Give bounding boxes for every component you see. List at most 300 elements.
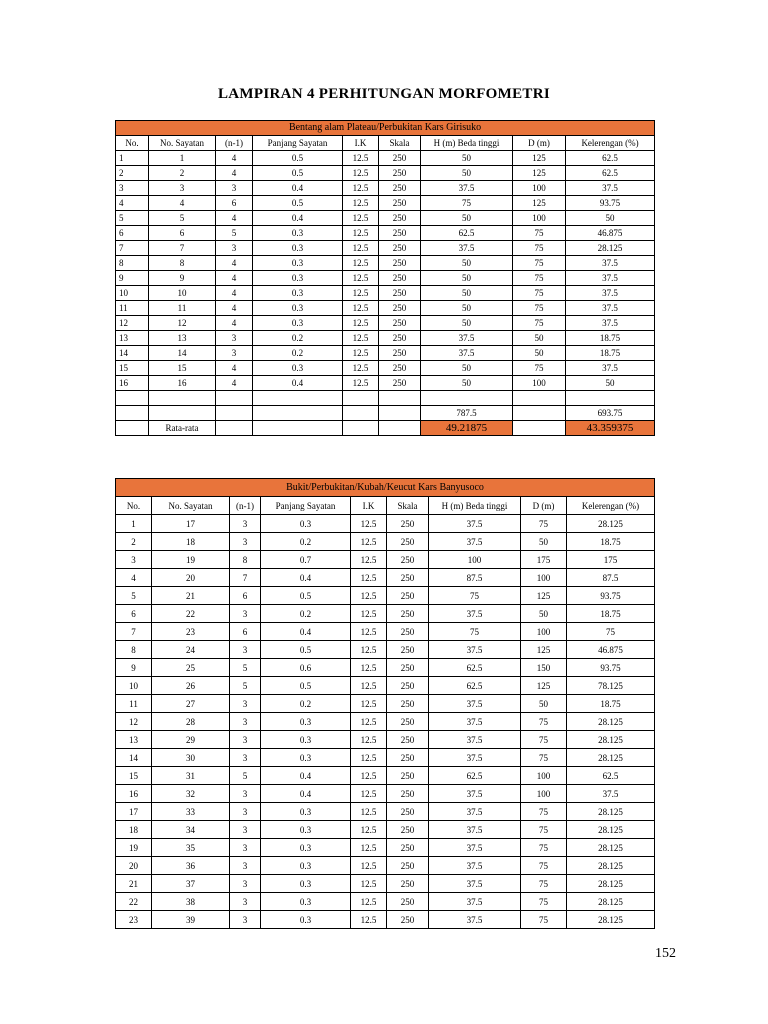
cell-beda-tinggi: 37.5 [429,731,521,749]
empty-cell [343,421,379,436]
cell-beda-tinggi: 50 [421,376,513,391]
empty-cell [116,421,149,436]
cell-kelerengan: 37.5 [566,316,655,331]
table-row [116,316,655,331]
table-row [116,241,655,256]
cell-beda-tinggi: 37.5 [429,641,521,659]
cell-ik: 12.5 [351,821,387,839]
total-kelerengan: 693.75 [566,406,655,421]
cell-no: 23 [116,911,152,929]
table-row [116,551,655,569]
cell-d: 75 [513,241,566,256]
cell-panjang-sayatan: 0.4 [261,569,351,587]
cell-skala: 250 [379,286,421,301]
empty-cell [421,391,513,406]
cell-skala: 250 [387,821,429,839]
cell-kelerengan: 75 [567,623,655,641]
column-header-d: D (m) [513,136,566,151]
cell-ik: 12.5 [351,695,387,713]
cell-ik: 12.5 [343,361,379,376]
cell-ik: 12.5 [351,515,387,533]
cell-no: 6 [116,226,149,241]
cell-beda-tinggi: 37.5 [429,803,521,821]
cell-ik: 12.5 [343,376,379,391]
table-row [116,713,655,731]
column-header-panjang-sayatan: Panjang Sayatan [261,497,351,515]
cell-d: 125 [521,641,567,659]
cell-kelerengan: 28.125 [567,875,655,893]
cell-skala: 250 [379,301,421,316]
column-header-kelerengan: Kelerengan (%) [566,136,655,151]
table-row [116,211,655,226]
cell-skala: 250 [387,839,429,857]
cell-beda-tinggi: 37.5 [429,839,521,857]
cell-skala: 250 [387,713,429,731]
cell-no-sayatan: 5 [149,211,216,226]
cell-d: 75 [521,893,567,911]
table-row [116,587,655,605]
cell-panjang-sayatan: 0.2 [261,695,351,713]
cell-no: 17 [116,803,152,821]
column-header-kelerengan: Kelerengan (%) [567,497,655,515]
cell-no: 1 [116,151,149,166]
cell-d: 100 [513,181,566,196]
cell-beda-tinggi: 62.5 [429,677,521,695]
cell-kelerengan: 37.5 [566,361,655,376]
cell-n-minus-1: 4 [216,316,253,331]
cell-beda-tinggi: 50 [421,151,513,166]
cell-ik: 12.5 [343,256,379,271]
cell-ik: 12.5 [343,286,379,301]
table-row [116,821,655,839]
cell-n-minus-1: 5 [230,659,261,677]
cell-no: 13 [116,731,152,749]
cell-d: 175 [521,551,567,569]
cell-no: 2 [116,533,152,551]
table-row [116,911,655,929]
column-header-n-minus-1: (n-1) [216,136,253,151]
cell-no-sayatan: 8 [149,256,216,271]
cell-kelerengan: 50 [566,211,655,226]
cell-skala: 250 [387,911,429,929]
cell-no-sayatan: 17 [152,515,230,533]
cell-ik: 12.5 [351,893,387,911]
cell-kelerengan: 18.75 [567,605,655,623]
cell-skala: 250 [387,785,429,803]
cell-d: 75 [513,226,566,241]
cell-beda-tinggi: 50 [421,271,513,286]
table-row [116,623,655,641]
cell-skala: 250 [387,749,429,767]
cell-ik: 12.5 [343,226,379,241]
cell-skala: 250 [379,196,421,211]
cell-panjang-sayatan: 0.3 [253,271,343,286]
cell-skala: 250 [387,731,429,749]
cell-d: 75 [521,803,567,821]
cell-beda-tinggi: 50 [421,166,513,181]
cell-n-minus-1: 5 [230,677,261,695]
cell-kelerengan: 93.75 [567,659,655,677]
empty-cell [116,391,149,406]
cell-kelerengan: 28.125 [567,893,655,911]
cell-no: 19 [116,839,152,857]
cell-beda-tinggi: 75 [429,587,521,605]
table-row [116,533,655,551]
cell-n-minus-1: 3 [230,695,261,713]
cell-skala: 250 [387,515,429,533]
cell-no-sayatan: 39 [152,911,230,929]
cell-skala: 250 [379,346,421,361]
table-row [116,857,655,875]
cell-n-minus-1: 3 [230,731,261,749]
cell-ik: 12.5 [343,166,379,181]
cell-kelerengan: 28.125 [567,713,655,731]
cell-n-minus-1: 4 [216,361,253,376]
cell-kelerengan: 28.125 [567,803,655,821]
cell-d: 75 [521,515,567,533]
cell-no: 22 [116,893,152,911]
cell-no-sayatan: 3 [149,181,216,196]
cell-skala: 250 [387,623,429,641]
cell-panjang-sayatan: 0.3 [261,893,351,911]
cell-d: 125 [513,166,566,181]
cell-no: 9 [116,659,152,677]
cell-no: 3 [116,181,149,196]
cell-no: 14 [116,346,149,361]
cell-ik: 12.5 [351,605,387,623]
cell-kelerengan: 46.875 [567,641,655,659]
cell-no: 4 [116,569,152,587]
cell-d: 75 [521,821,567,839]
cell-d: 100 [513,376,566,391]
cell-beda-tinggi: 87.5 [429,569,521,587]
cell-beda-tinggi: 50 [421,316,513,331]
table-row [116,256,655,271]
empty-cell [343,406,379,421]
cell-panjang-sayatan: 0.3 [261,821,351,839]
cell-beda-tinggi: 37.5 [429,605,521,623]
morphometry-table-banyusoco [115,478,655,929]
cell-d: 125 [513,151,566,166]
cell-kelerengan: 28.125 [567,857,655,875]
empty-cell [253,406,343,421]
table-row [116,331,655,346]
cell-panjang-sayatan: 0.4 [253,181,343,196]
empty-cell [216,406,253,421]
cell-kelerengan: 28.125 [567,749,655,767]
table-row [116,346,655,361]
table-row [116,271,655,286]
cell-n-minus-1: 3 [230,713,261,731]
cell-skala: 250 [379,271,421,286]
cell-panjang-sayatan: 0.3 [261,839,351,857]
cell-n-minus-1: 3 [230,641,261,659]
column-header-beda-tinggi: H (m) Beda tinggi [429,497,521,515]
empty-cell [116,406,149,421]
cell-panjang-sayatan: 0.2 [261,533,351,551]
cell-kelerengan: 37.5 [566,286,655,301]
cell-n-minus-1: 4 [216,376,253,391]
cell-skala: 250 [387,533,429,551]
cell-panjang-sayatan: 0.3 [261,857,351,875]
cell-no: 14 [116,749,152,767]
cell-panjang-sayatan: 0.3 [253,361,343,376]
cell-n-minus-1: 3 [230,875,261,893]
cell-kelerengan: 37.5 [566,301,655,316]
column-header-no: No. [116,497,152,515]
cell-no-sayatan: 29 [152,731,230,749]
cell-beda-tinggi: 37.5 [429,533,521,551]
cell-no-sayatan: 9 [149,271,216,286]
cell-no: 5 [116,587,152,605]
average-row [116,421,655,436]
cell-beda-tinggi: 37.5 [429,515,521,533]
cell-panjang-sayatan: 0.3 [253,316,343,331]
cell-n-minus-1: 4 [216,271,253,286]
cell-beda-tinggi: 75 [429,623,521,641]
cell-d: 150 [521,659,567,677]
cell-no-sayatan: 7 [149,241,216,256]
column-header-beda-tinggi: H (m) Beda tinggi [421,136,513,151]
cell-no: 3 [116,551,152,569]
table-row [116,286,655,301]
cell-no: 13 [116,331,149,346]
cell-no-sayatan: 23 [152,623,230,641]
cell-panjang-sayatan: 0.3 [253,301,343,316]
cell-kelerengan: 18.75 [567,695,655,713]
cell-skala: 250 [387,605,429,623]
cell-ik: 12.5 [343,271,379,286]
table-caption: Bukit/Perbukitan/Kubah/Keucut Kars Banyusoco [116,479,655,497]
cell-no-sayatan: 14 [149,346,216,361]
total-row [116,406,655,421]
cell-no: 12 [116,316,149,331]
cell-beda-tinggi: 50 [421,361,513,376]
cell-no-sayatan: 20 [152,569,230,587]
table-row [116,641,655,659]
empty-cell [566,391,655,406]
cell-n-minus-1: 7 [230,569,261,587]
cell-panjang-sayatan: 0.3 [261,515,351,533]
empty-cell [513,421,566,436]
cell-panjang-sayatan: 0.4 [261,623,351,641]
cell-beda-tinggi: 37.5 [429,785,521,803]
cell-n-minus-1: 3 [230,605,261,623]
cell-kelerengan: 78.125 [567,677,655,695]
cell-d: 100 [521,569,567,587]
cell-panjang-sayatan: 0.3 [261,911,351,929]
cell-no: 2 [116,166,149,181]
cell-ik: 12.5 [343,316,379,331]
cell-ik: 12.5 [351,569,387,587]
cell-beda-tinggi: 62.5 [429,659,521,677]
table-row [116,361,655,376]
cell-skala: 250 [379,376,421,391]
empty-cell [513,391,566,406]
cell-ik: 12.5 [351,749,387,767]
average-kelerengan: 43.359375 [566,421,655,436]
empty-cell [379,421,421,436]
column-header-no: No. [116,136,149,151]
cell-d: 75 [513,286,566,301]
cell-no: 10 [116,286,149,301]
cell-ik: 12.5 [351,659,387,677]
cell-d: 75 [521,875,567,893]
cell-no: 11 [116,695,152,713]
cell-ik: 12.5 [343,241,379,256]
cell-beda-tinggi: 37.5 [421,181,513,196]
cell-no-sayatan: 1 [149,151,216,166]
cell-panjang-sayatan: 0.5 [261,587,351,605]
empty-cell [149,391,216,406]
cell-beda-tinggi: 50 [421,211,513,226]
cell-panjang-sayatan: 0.3 [261,731,351,749]
cell-beda-tinggi: 37.5 [429,713,521,731]
cell-panjang-sayatan: 0.3 [261,749,351,767]
page-number: 152 [655,946,676,961]
cell-ik: 12.5 [351,713,387,731]
cell-beda-tinggi: 62.5 [421,226,513,241]
cell-no: 8 [116,256,149,271]
cell-ik: 12.5 [343,151,379,166]
cell-n-minus-1: 4 [216,286,253,301]
header-row [116,136,655,151]
cell-ik: 12.5 [343,196,379,211]
cell-no: 7 [116,623,152,641]
cell-ik: 12.5 [351,839,387,857]
cell-panjang-sayatan: 0.3 [253,256,343,271]
empty-cell [379,391,421,406]
cell-panjang-sayatan: 0.4 [253,211,343,226]
column-header-no-sayatan: No. Sayatan [149,136,216,151]
cell-n-minus-1: 3 [216,241,253,256]
cell-kelerengan: 87.5 [567,569,655,587]
table-row [116,151,655,166]
total-beda-tinggi: 787.5 [421,406,513,421]
cell-d: 125 [521,587,567,605]
cell-ik: 12.5 [351,533,387,551]
cell-skala: 250 [379,256,421,271]
cell-ik: 12.5 [343,346,379,361]
column-header-skala: Skala [379,136,421,151]
cell-kelerengan: 46.875 [566,226,655,241]
cell-kelerengan: 18.75 [566,331,655,346]
cell-kelerengan: 28.125 [567,515,655,533]
cell-ik: 12.5 [351,551,387,569]
cell-d: 50 [521,695,567,713]
cell-skala: 250 [387,569,429,587]
column-header-no-sayatan: No. Sayatan [152,497,230,515]
cell-panjang-sayatan: 0.5 [261,641,351,659]
table-caption: Bentang alam Plateau/Perbukitan Kars Girisuko [116,121,655,136]
cell-skala: 250 [379,166,421,181]
cell-n-minus-1: 4 [216,211,253,226]
cell-panjang-sayatan: 0.5 [253,196,343,211]
cell-n-minus-1: 4 [216,301,253,316]
average-beda-tinggi: 49.21875 [421,421,513,436]
cell-no-sayatan: 13 [149,331,216,346]
cell-beda-tinggi: 100 [429,551,521,569]
cell-skala: 250 [387,641,429,659]
cell-n-minus-1: 3 [230,785,261,803]
column-header-n-minus-1: (n-1) [230,497,261,515]
cell-no: 1 [116,515,152,533]
cell-d: 75 [521,731,567,749]
cell-ik: 12.5 [351,785,387,803]
table-row [116,875,655,893]
cell-n-minus-1: 3 [230,749,261,767]
cell-panjang-sayatan: 0.3 [253,226,343,241]
cell-beda-tinggi: 37.5 [421,331,513,346]
blank-row [116,391,655,406]
cell-beda-tinggi: 50 [421,286,513,301]
cell-d: 50 [521,605,567,623]
cell-d: 75 [521,713,567,731]
cell-panjang-sayatan: 0.4 [261,767,351,785]
cell-kelerengan: 62.5 [567,767,655,785]
cell-skala: 250 [387,695,429,713]
cell-no-sayatan: 18 [152,533,230,551]
empty-cell [513,406,566,421]
empty-cell [149,406,216,421]
cell-no: 20 [116,857,152,875]
cell-panjang-sayatan: 0.5 [253,151,343,166]
cell-panjang-sayatan: 0.2 [253,331,343,346]
cell-panjang-sayatan: 0.2 [253,346,343,361]
cell-d: 50 [521,533,567,551]
table-row [116,181,655,196]
cell-no-sayatan: 15 [149,361,216,376]
cell-no: 12 [116,713,152,731]
table-row [116,515,655,533]
cell-n-minus-1: 6 [230,623,261,641]
cell-d: 75 [513,361,566,376]
cell-no-sayatan: 30 [152,749,230,767]
cell-no: 16 [116,785,152,803]
cell-n-minus-1: 5 [216,226,253,241]
table-row [116,376,655,391]
cell-n-minus-1: 4 [216,256,253,271]
cell-no-sayatan: 16 [149,376,216,391]
table-row [116,803,655,821]
cell-panjang-sayatan: 0.4 [261,785,351,803]
cell-n-minus-1: 3 [230,803,261,821]
cell-ik: 12.5 [351,641,387,659]
cell-d: 100 [521,785,567,803]
cell-no: 7 [116,241,149,256]
cell-skala: 250 [379,316,421,331]
cell-no-sayatan: 22 [152,605,230,623]
table-row [116,196,655,211]
cell-kelerengan: 37.5 [566,271,655,286]
cell-no-sayatan: 26 [152,677,230,695]
cell-kelerengan: 28.125 [566,241,655,256]
cell-ik: 12.5 [351,623,387,641]
cell-skala: 250 [387,551,429,569]
cell-ik: 12.5 [343,211,379,226]
cell-d: 75 [513,271,566,286]
cell-no-sayatan: 34 [152,821,230,839]
cell-d: 75 [521,857,567,875]
cell-no-sayatan: 32 [152,785,230,803]
cell-kelerengan: 93.75 [566,196,655,211]
table-row [116,677,655,695]
column-header-panjang-sayatan: Panjang Sayatan [253,136,343,151]
cell-panjang-sayatan: 0.7 [261,551,351,569]
cell-no-sayatan: 37 [152,875,230,893]
table-row [116,893,655,911]
column-header-ik: I.K [351,497,387,515]
